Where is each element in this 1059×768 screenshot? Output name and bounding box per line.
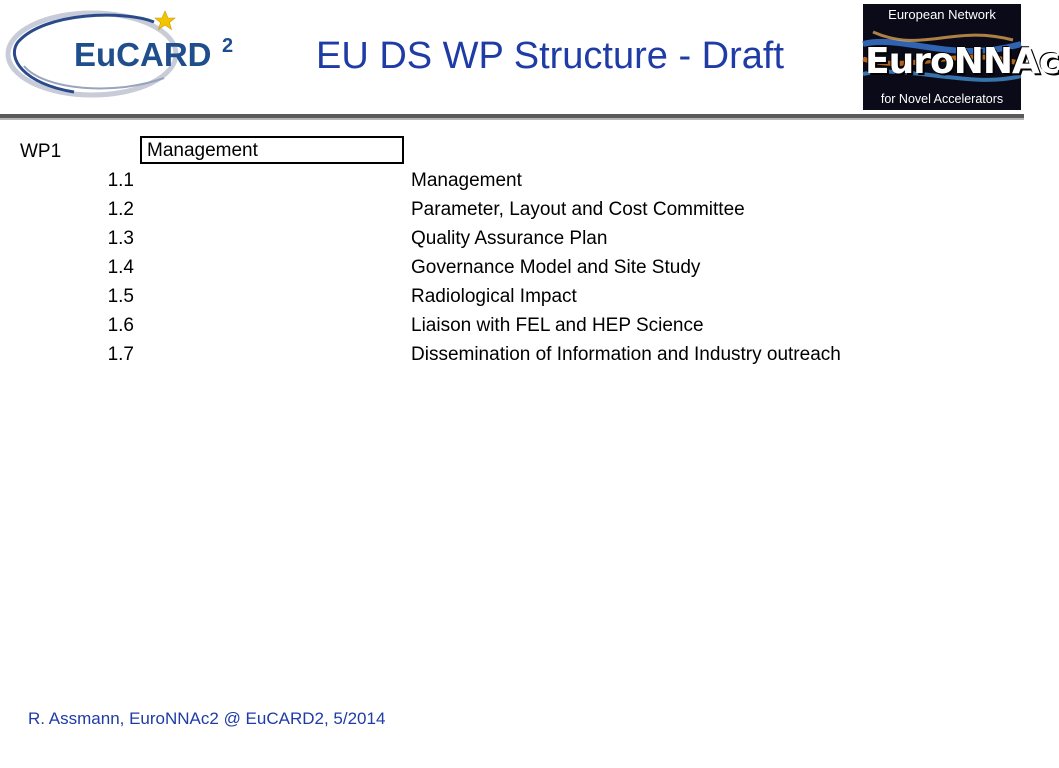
eucard-logo-superscript: 2: [222, 35, 234, 57]
euronnac-tagline-bottom: for Novel Accelerators: [880, 92, 1004, 106]
footer-credit: R. Assmann, EuroNNAc2 @ EuCARD2, 5/2014: [28, 709, 386, 728]
task-number: 1.1: [107, 170, 134, 191]
header-divider-shadow: [0, 118, 1024, 120]
work-package-title-box: Management: [140, 136, 404, 164]
euronnac-wordmark: EuroNNAc: [865, 41, 1059, 82]
task-number: 1.5: [107, 286, 134, 307]
task-row: [0, 254, 1024, 283]
eucard-logo-text: EuCARD: [74, 36, 212, 73]
task-name: Governance Model and Site Study: [411, 257, 701, 278]
task-name: Dissemination of Information and Industry outreach: [411, 344, 841, 365]
task-row: [0, 341, 1024, 370]
euronnac-logo: [863, 4, 1059, 110]
euronnac-tagline-top: European Network: [888, 7, 996, 22]
task-name: Parameter, Layout and Cost Committee: [411, 199, 745, 220]
task-row: [0, 312, 1024, 341]
task-name: Management: [411, 170, 522, 191]
task-name: Liaison with FEL and HEP Science: [411, 315, 704, 336]
task-number: 1.3: [107, 228, 134, 249]
task-row: [0, 167, 1024, 196]
task-number: 1.4: [107, 257, 134, 278]
eucard2-logo-graphic: [4, 6, 244, 102]
task-number: 1.2: [107, 199, 134, 220]
task-number: 1.6: [107, 315, 134, 336]
page-title: EU DS WP Structure - Draft: [315, 35, 785, 77]
task-name: Quality Assurance Plan: [411, 228, 608, 249]
task-row: [0, 283, 1024, 312]
work-package-id: WP1: [20, 141, 62, 162]
task-number: 1.7: [107, 344, 134, 365]
task-row: [0, 196, 1024, 225]
eucard2-logo: [4, 6, 244, 102]
task-name: Radiological Impact: [411, 286, 577, 307]
task-list: [0, 167, 1024, 370]
task-row: [0, 225, 1024, 254]
